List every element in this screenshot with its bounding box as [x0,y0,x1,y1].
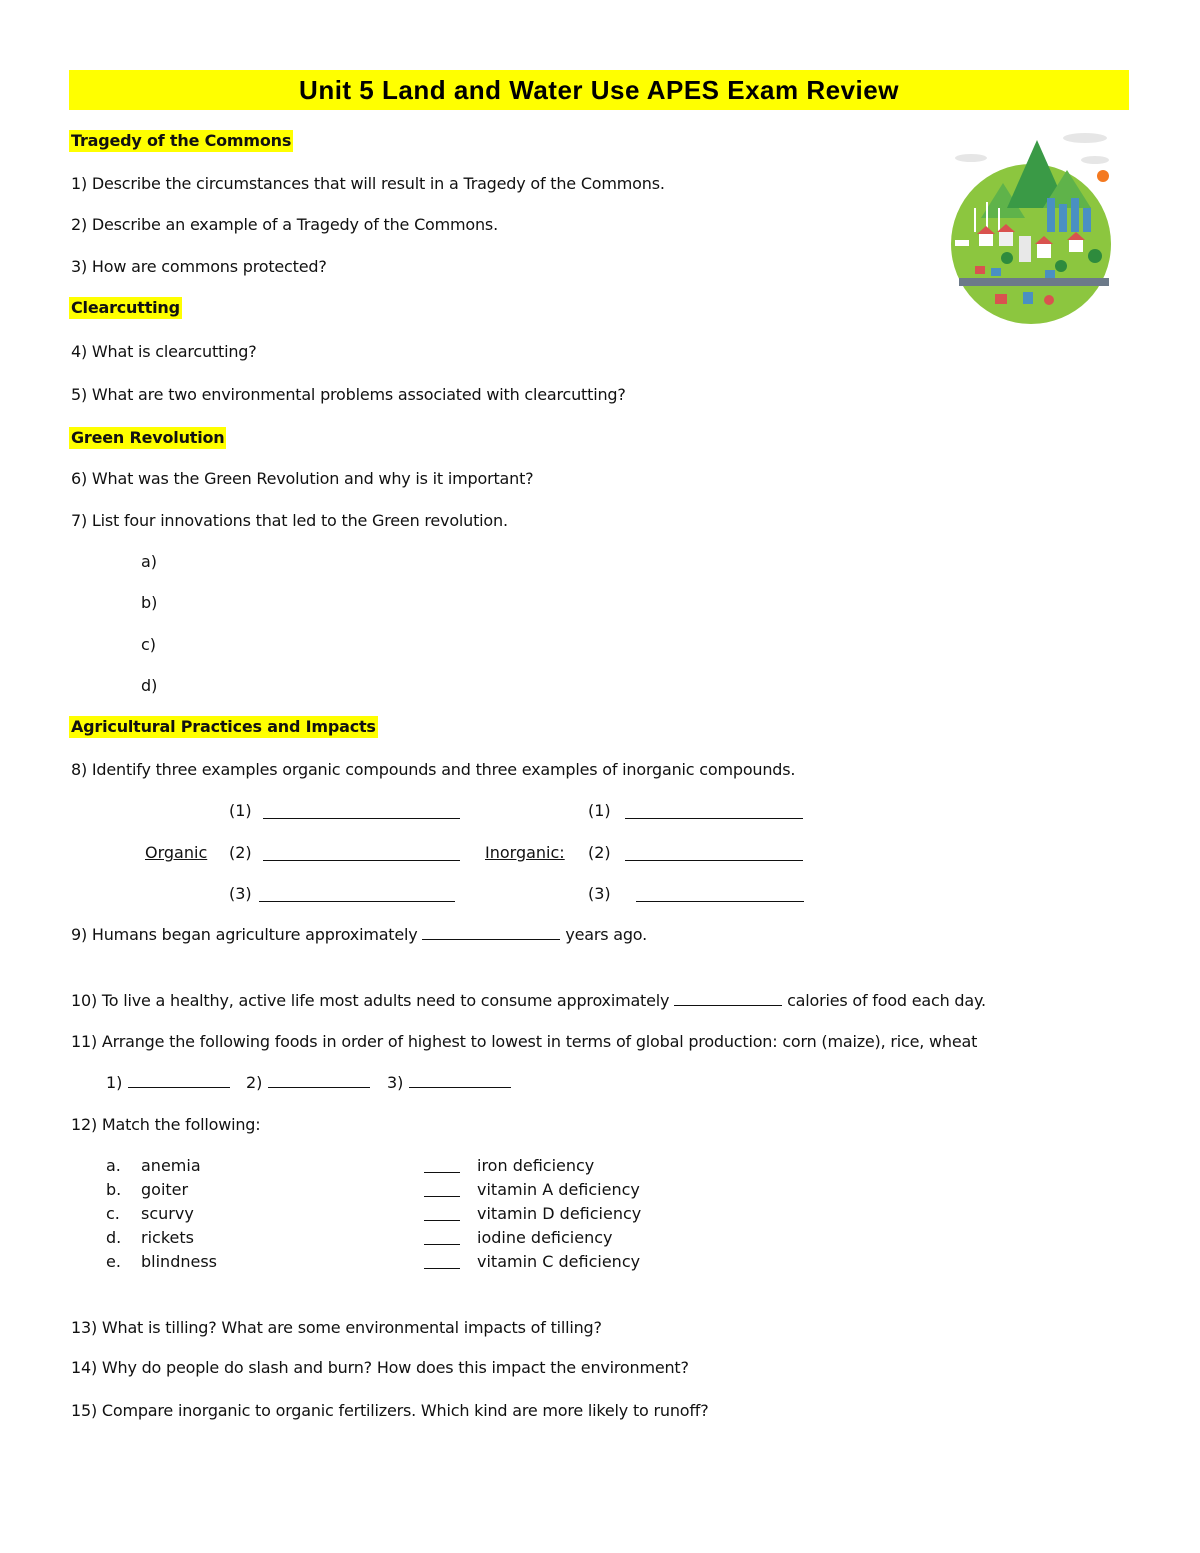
match-blank-3[interactable] [424,1220,460,1221]
q11-answer-blank-2[interactable] [268,1073,370,1088]
inorganic-answer-line-3[interactable] [636,901,804,902]
match-definition-4: iodine deficiency [477,1228,613,1247]
organic-answer-line-3[interactable] [259,901,455,902]
question-10-text: 10) To live a healthy, active life most adults need to consume approximately [71,991,670,1010]
question-9 [71,925,647,944]
q11-answer-blank-3[interactable] [409,1073,511,1088]
inorganic-answer-line-1[interactable] [625,818,803,819]
match-term-c: scurvy [141,1204,194,1223]
match-blank-2[interactable] [424,1196,460,1197]
question-8: 8) Identify three examples organic compounds and three examples of inorganic compounds. [71,760,796,779]
match-letter-b: b. [106,1180,122,1199]
question-15: 15) Compare inorganic to organic fertilizers. Which kind are more likely to runoff? [71,1401,709,1420]
question-12: 12) Match the following: [71,1115,261,1134]
question-10 [71,991,986,1010]
match-letter-a: a. [106,1156,121,1175]
match-blank-1[interactable] [424,1172,460,1173]
eco-city-illustration [945,128,1115,328]
question-4: 4) What is clearcutting? [71,342,257,361]
q11-answer-blank-1[interactable] [128,1073,230,1088]
section-heading-clearcutting: Clearcutting [71,298,180,317]
organic-label: Organic [145,843,208,862]
match-definition-1: iron deficiency [477,1156,595,1175]
organic-number-2: (2) [229,843,252,862]
match-term-a: anemia [141,1156,201,1175]
title-bar [69,70,1129,110]
q11-number-3: 3) [387,1073,404,1092]
question-13: 13) What is tilling? What are some environmental impacts of tilling? [71,1318,602,1337]
question-6: 6) What was the Green Revolution and why is it important? [71,469,534,488]
q11-number-2: 2) [246,1073,263,1092]
match-blank-4[interactable] [424,1244,460,1245]
page-title: Unit 5 Land and Water Use APES Exam Review [299,74,899,105]
question-9-text: 9) Humans began agriculture approximately [71,925,418,944]
inorganic-answer-line-2[interactable] [625,860,803,861]
inorganic-number-3: (3) [588,884,611,903]
match-term-b: goiter [141,1180,189,1199]
question-3: 3) How are commons protected? [71,257,327,276]
question-11: 11) Arrange the following foods in order of highest to lowest in terms of global production: corn (maize), rice, wheat [71,1032,978,1051]
q7-option-a: a) [141,552,158,571]
section-heading-agricultural: Agricultural Practices and Impacts [71,717,376,736]
match-definition-3: vitamin D deficiency [477,1204,642,1223]
q11-rank-1 [106,1073,230,1092]
organic-answer-line-2[interactable] [263,860,460,861]
q11-rank-2 [246,1073,370,1092]
inorganic-number-1: (1) [588,801,611,820]
organic-answer-line-1[interactable] [263,818,460,819]
match-term-d: rickets [141,1228,194,1247]
organic-number-1: (1) [229,801,252,820]
match-blank-5[interactable] [424,1268,460,1269]
match-letter-d: d. [106,1228,122,1247]
question-9-suffix: years ago. [565,925,648,944]
organic-number-3: (3) [229,884,252,903]
section-heading-green-revolution: Green Revolution [71,428,225,447]
match-letter-e: e. [106,1252,121,1271]
inorganic-number-2: (2) [588,843,611,862]
q11-rank-3 [387,1073,511,1092]
question-2: 2) Describe an example of a Tragedy of the Commons. [71,215,498,234]
inorganic-label: Inorganic: [485,843,565,862]
match-definition-2: vitamin A deficiency [477,1180,640,1199]
q9-answer-blank[interactable] [422,925,560,940]
q7-option-d: d) [141,676,158,695]
q10-answer-blank[interactable] [674,991,782,1006]
question-7: 7) List four innovations that led to the Green revolution. [71,511,508,530]
match-term-e: blindness [141,1252,217,1271]
question-10-suffix: calories of food each day. [787,991,986,1010]
question-5: 5) What are two environmental problems associated with clearcutting? [71,385,626,404]
q7-option-b: b) [141,593,158,612]
q11-number-1: 1) [106,1073,123,1092]
question-1: 1) Describe the circumstances that will result in a Tragedy of the Commons. [71,174,665,193]
match-letter-c: c. [106,1204,120,1223]
section-heading-tragedy: Tragedy of the Commons [71,131,292,150]
q7-option-c: c) [141,635,157,654]
match-definition-5: vitamin C deficiency [477,1252,641,1271]
question-14: 14) Why do people do slash and burn? How does this impact the environment? [71,1358,689,1377]
